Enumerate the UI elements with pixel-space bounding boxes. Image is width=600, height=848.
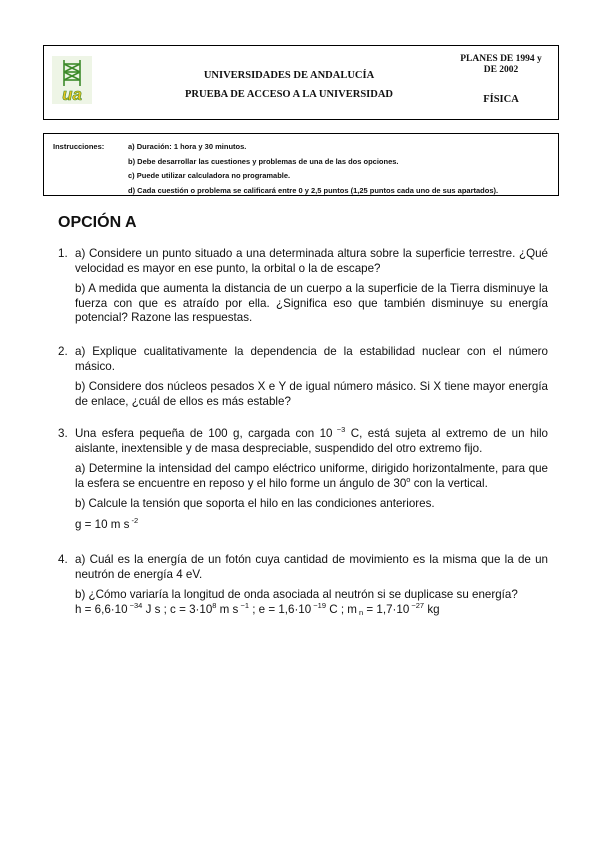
question-3-intro (75, 427, 548, 456)
plans-line-2: DE 2002 (483, 65, 519, 75)
exponent: −27 (409, 600, 425, 610)
exam-name: PRUEBA DE ACCESO A LA UNIVERSIDAD (184, 89, 393, 100)
instruction-item: c) Puede utilizar calculadora no programable. (128, 171, 291, 180)
exam-header (43, 45, 559, 120)
instruction-item: b) Debe desarrollar las cuestiones y problemas de una de las dos opciones. (128, 156, 399, 166)
instruction-item: d) Cada cuestión o problema se calificará entre 0 y 2,5 puntos (1,25 puntos cada uno de sus apartados). (128, 185, 499, 195)
instructions-list (128, 142, 553, 200)
text-run: C, está sujeta al extremo de un hilo aislante, inextensible y de masa despreciable, suspendido del otro extremo fijo. (75, 427, 548, 455)
text-run: h = 6,6·10 (75, 602, 128, 616)
question-1-part-b: b) A medida que aumenta la distancia de un cuerpo a la superficie de la Tierra disminuye la fuerza con que es atraído por ella. ¿Significa eso que también disminuye su energía potencial? Razone las respuestas. (75, 282, 548, 324)
question-2-part-b: b) Considere dos núcleos pesados X e Y de igual número másico. Si X tiene mayor energía de enlace, ¿cuál de ellos es más estable? (75, 380, 548, 408)
question-4 (58, 553, 548, 623)
question-number: 2. (58, 345, 68, 358)
question-4-constants (75, 600, 548, 618)
question-1 (58, 247, 548, 332)
exponent: −3 (332, 425, 346, 434)
university-name: UNIVERSIDADES DE ANDALUCÍA (203, 70, 375, 81)
exponent: −19 (311, 600, 327, 610)
option-title: OPCIÓN A (58, 214, 137, 231)
text-run: ; e = 1,6·10 (249, 602, 312, 616)
subscript: n (356, 607, 364, 617)
text-run: Una esfera pequeña de 100 g, cargada con 10 (75, 427, 333, 440)
question-4-part-a: a) Cuál es la energía de un fotón cuya cantidad de movimiento es la misma que la de un neutrón de energía 4 eV. (75, 553, 548, 581)
text-run: kg (424, 602, 440, 616)
question-2 (58, 345, 548, 415)
header-title (149, 66, 429, 104)
question-3 (58, 427, 548, 538)
question-number: 4. (58, 553, 68, 566)
question-number: 3. (58, 427, 68, 440)
question-1-part-a: a) Considere un punto situado a una determinada altura sobre la superficie terrestre. ¿Qué velocidad es mayor en ese punto, la orbital o la de escape? (75, 247, 548, 275)
instructions-box (43, 133, 559, 196)
text-run: m s (216, 602, 239, 616)
degree-mark: o (406, 474, 411, 484)
text-run: a) Determine la intensidad del campo eléctrico uniforme, dirigido horizontalmente, para que la esfera se encuentre en reposo y el hilo forme un ángulo de 30 (75, 462, 548, 490)
subject-name: FÍSICA (483, 94, 519, 105)
exponent: 8 (212, 600, 217, 610)
question-4-part-b: b) ¿Cómo variaría la longitud de onda asociada al neutrón si se duplicase su energía? (75, 588, 518, 601)
text-run: J s ; c = 3·10 (142, 602, 213, 616)
text-run: con la vertical. (410, 476, 488, 490)
exponent: −34 (127, 600, 143, 610)
university-logo (52, 56, 92, 104)
logo-text: ua (62, 85, 82, 104)
question-number: 1. (58, 247, 68, 260)
exponent: -2 (129, 515, 139, 525)
text-run: C ; m (326, 602, 357, 616)
question-3-part-a (75, 462, 548, 491)
instructions-label: Instrucciones: (53, 142, 105, 151)
question-3-part-b: b) Calcule la tensión que soporta el hilo en las condiciones anteriores. (75, 497, 435, 510)
text-run: g = 10 m s (75, 517, 130, 531)
question-2-part-a: a) Explique cualitativamente la dependencia de la estabilidad nuclear con el número másico. (75, 345, 548, 373)
exponent: −1 (238, 600, 249, 610)
question-3-gravity (75, 515, 548, 533)
plans-info (449, 54, 553, 76)
plans-line-1: PLANES DE 1994 y (460, 54, 542, 64)
instruction-item: a) Duración: 1 hora y 30 minutos. (128, 142, 247, 151)
text-run: = 1,7·10 (363, 602, 410, 616)
